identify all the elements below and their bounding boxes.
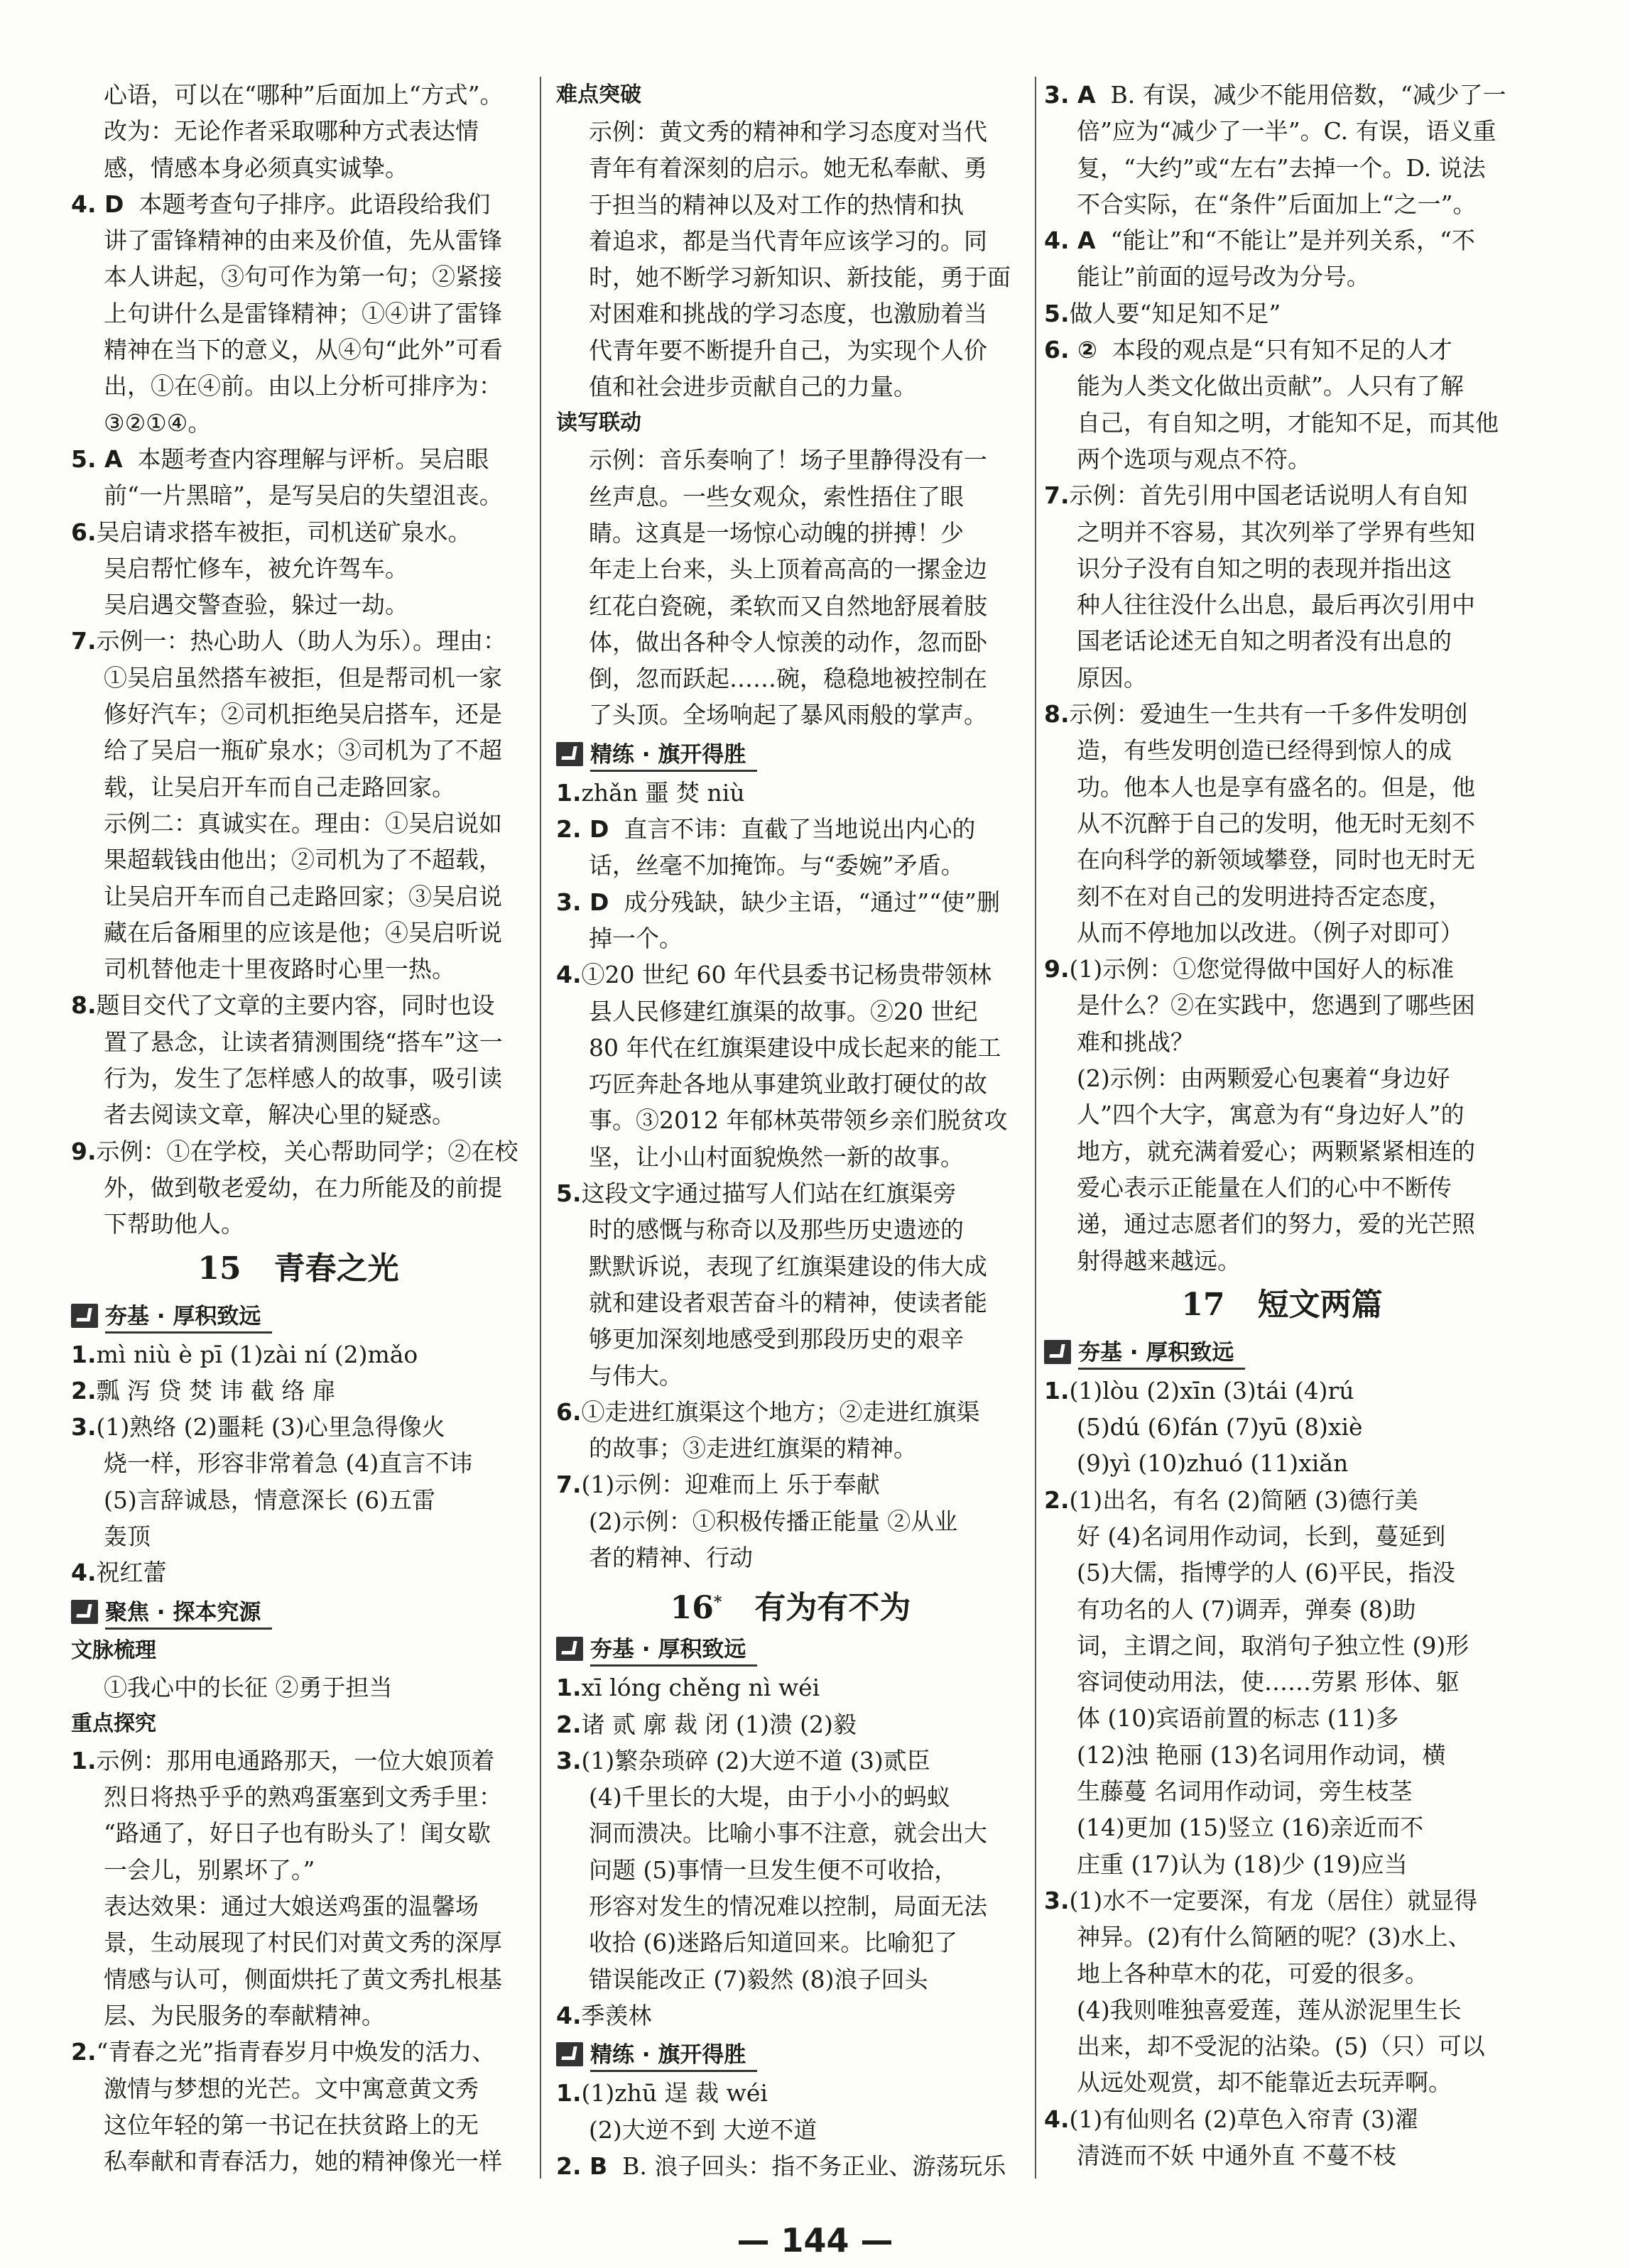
- answer-line: [71, 1409, 526, 1445]
- text-line: 改为：无论作者采取哪种方式表达情: [104, 117, 479, 146]
- text-line: 两个选项与观点不符。: [1077, 445, 1311, 473]
- text-line: 一会儿，别累坏了。”: [104, 1855, 315, 1884]
- question-number: 4.: [556, 2001, 582, 2029]
- answer-line: [1044, 1882, 1520, 1919]
- text-line: 时，她不断学习新知识、新技能，勇于面: [589, 263, 1011, 292]
- answer-line: [556, 1743, 1025, 1779]
- answer-line: [71, 623, 526, 659]
- answer-text: “能让”和“不能让”是并列关系，“不: [1110, 227, 1475, 255]
- answer-line: [1044, 222, 1520, 258]
- text-line: 置了悬念，让读者猜测围绕“搭车”这一: [104, 1027, 503, 1056]
- text-line: 红花白瓷碗，柔软而又自然地舒展着肢: [589, 591, 987, 620]
- question-number: 2.: [556, 1710, 582, 1738]
- text-line: 吴启帮忙修车，被允许驾车。: [104, 554, 408, 582]
- text-line: 事。③2012 年郁林英带领乡亲们脱贫攻: [589, 1106, 1008, 1135]
- answer-text: 这段文字通过描写人们站在红旗渠旁: [581, 1179, 957, 1208]
- lesson-title-16: [556, 1576, 1025, 1628]
- answer-line: [556, 956, 1025, 993]
- question-number: 3. A: [1044, 81, 1096, 109]
- text-line: 感，情感本身必须真实诚挚。: [104, 153, 408, 182]
- section-label: 聚焦 · 探本究源: [105, 1594, 272, 1630]
- answer-text: 本题考查内容理解与评析。吴启眼: [137, 445, 489, 473]
- page-number: — 144 —: [737, 2221, 893, 2259]
- text-line: 原因。: [1077, 663, 1147, 692]
- question-number: 4. A: [1044, 227, 1096, 255]
- column-right: [1044, 77, 1520, 2179]
- answer-text: (1)出名，有名 (2)简陋 (3)德行美: [1069, 1485, 1418, 1514]
- question-number: 3.: [1044, 1886, 1070, 1914]
- text-line: 好 (4)名词用作动词，长到，蔓延到: [1077, 1522, 1446, 1550]
- answer-text: xī lóng chěng nì wéi: [581, 1674, 820, 1702]
- text-line: (5)大儒，指博学的人 (6)平民，指没: [1077, 1559, 1455, 1587]
- text-line: 时的感慨与称奇以及那些历史遗迹的: [589, 1216, 964, 1244]
- question-number: 7.: [1044, 481, 1070, 510]
- text-line: 对困难和挑战的学习态度，也激励着当: [589, 300, 987, 328]
- text-line: 轰顶: [104, 1522, 151, 1550]
- text-line: 层、为民服务的奉献精神。: [104, 2001, 385, 2029]
- text-line: “路通了，好日子也有盼头了！闺女歇: [104, 1819, 491, 1848]
- text-line: 自己，有自知之明，才能知不足，而其他: [1077, 408, 1499, 437]
- text-line: (12)浊 艳丽 (13)名词用作动词，横: [1077, 1740, 1446, 1769]
- question-number: 3.: [71, 1413, 97, 1441]
- text-line: 倍”应为“减少了一半”。C. 有误，语义重: [1077, 117, 1496, 146]
- text-line: 藏在后备厢里的应该是他；④吴启听说: [104, 918, 502, 947]
- question-number: 1.: [556, 1674, 582, 1702]
- answer-line: [71, 186, 526, 222]
- text-line: (2)示例：由两颗爱心包裹着“身边好: [1077, 1064, 1450, 1093]
- text-line: 形容对发生的情况难以控制，局面无法: [589, 1892, 987, 1921]
- lesson-number-value: 16: [670, 1589, 714, 1626]
- text-line: 让吴启开车而自己走路回家；③吴启说: [104, 882, 502, 910]
- answer-text: 季羡林: [581, 2001, 652, 2029]
- answer-line: [556, 811, 1025, 847]
- text-line: (9)yì (10)zhuó (11)xiǎn: [1077, 1449, 1349, 1478]
- check-arrow-icon: [71, 1600, 98, 1624]
- answer-line: [1044, 1482, 1520, 1518]
- answer-line: [556, 775, 1025, 811]
- text-line: 容词使动用法，使……劳累 形体、躯: [1077, 1668, 1460, 1696]
- question-number: 1.: [556, 778, 582, 807]
- lesson-number: [670, 1590, 722, 1626]
- text-line: 够更加深刻地感受到那段历史的艰辛: [589, 1325, 964, 1353]
- text-line: 心语，可以在“哪种”后面加上“方式”。: [104, 81, 504, 109]
- question-number: 4.: [71, 1559, 97, 1587]
- answer-line: [1044, 696, 1520, 732]
- lesson-name: 有为有不为: [754, 1589, 911, 1626]
- question-number: 4. D: [71, 190, 124, 218]
- text-line: 精神在当下的意义，从④句“此外”可看: [104, 336, 503, 364]
- answer-text: 瓢 泻 贷 焚 讳 截 络 扉: [96, 1376, 336, 1405]
- text-line: 神异。(2)有什么简陋的呢？(3)水上、: [1077, 1923, 1472, 1951]
- text-line: 代青年要不断提升自己，为实现个人价: [589, 336, 987, 364]
- text-line: 烈日将热乎乎的熟鸡蛋塞到文秀手里：: [104, 1783, 502, 1811]
- text-line: ①吴启虽然搭车被拒，但是帮司机一家: [104, 663, 502, 692]
- answer-text: (1)有仙则名 (2)草色入帘青 (3)濯: [1069, 2105, 1418, 2133]
- text-line: 给了吴启一瓶矿泉水；③司机为了不超: [104, 736, 502, 765]
- answer-text: (1)繁杂琐碎 (2)大逆不道 (3)贰臣: [581, 1746, 930, 1774]
- text-line: 掉一个。: [589, 924, 683, 952]
- text-line: 讲了雷锋精神的由来及价值，先从雷锋: [104, 227, 502, 255]
- section-label: 夯基 · 厚积致远: [105, 1298, 272, 1334]
- question-number: 8.: [1044, 700, 1070, 729]
- lesson-name: 短文两篇: [1257, 1286, 1383, 1323]
- question-number: 7.: [556, 1471, 582, 1499]
- text-line: 青年有着深刻的启示。她无私奉献、勇: [589, 154, 987, 182]
- text-line: 默默诉说，表现了红旗渠建设的伟大成: [589, 1252, 987, 1280]
- text-line: 有功名的人 (7)调弄，弹奏 (8)助: [1077, 1595, 1416, 1623]
- question-number: 3. D: [556, 888, 609, 916]
- column-middle: [556, 77, 1025, 2179]
- text-line: 从远处观赏，却不能靠近去玩弄啊。: [1077, 2068, 1452, 2097]
- text-line: 果超载钱由他出；②司机为了不超载，: [104, 846, 502, 874]
- question-number: 6.: [556, 1397, 582, 1426]
- text-line: 本人讲起，③句可作为第一句；②紧接: [104, 263, 502, 291]
- text-line: (2)示例：①积极传播正能量 ②从业: [589, 1507, 958, 1535]
- text-line: 地方，就充满着爱心；两颗紧紧相连的: [1077, 1137, 1475, 1165]
- answer-line: [556, 1997, 1025, 2034]
- question-number: 2. D: [556, 815, 609, 844]
- section-label: 精练 · 旗开得胜: [590, 2037, 757, 2072]
- answer-line: [556, 884, 1025, 920]
- text-line: 刻不在对自己的发明进持否定态度，: [1077, 882, 1452, 910]
- answer-line: [1044, 295, 1520, 332]
- section-header: [1044, 1334, 1520, 1370]
- text-line: 坚，让小山村面貌焕然一新的故事。: [589, 1143, 964, 1171]
- answer-text: 示例：爱迪生一生共有一千多件发明创: [1069, 700, 1468, 729]
- question-number: 2.: [71, 1376, 97, 1405]
- text-line: 难和挑战？: [1077, 1027, 1194, 1056]
- text-line: 种人往往没什么出息，最后再次引用中: [1077, 591, 1475, 619]
- lesson-title-15: [71, 1243, 526, 1295]
- check-arrow-icon: [71, 1304, 98, 1328]
- text-line: 复，“大约”或“左右”去掉一个。D. 说法: [1077, 153, 1486, 182]
- text-line: (14)更加 (15)竖立 (16)亲近而不: [1077, 1814, 1424, 1842]
- text-line: 问题 (5)事情一旦发生便不可收拾，: [589, 1855, 958, 1884]
- answer-line: [71, 1373, 526, 1409]
- lesson-number: 17: [1181, 1286, 1225, 1323]
- text-line: 之明并不容易，其次列举了学界有些知: [1077, 518, 1475, 546]
- answer-line: [556, 1466, 1025, 1503]
- answer-text: 示例一：热心助人（助人为乐）。理由：: [96, 627, 506, 655]
- answer-text: (1)熟络 (2)噩耗 (3)心里急得像火: [96, 1413, 445, 1441]
- text-line: ①我心中的长征 ②勇于担当: [104, 1673, 393, 1701]
- answer-line: [1044, 477, 1520, 513]
- lesson-number: 15: [197, 1250, 241, 1287]
- text-line: 景，生动展现了村民们对黄文秀的深厚: [104, 1929, 502, 1957]
- answer-line: [556, 2148, 1025, 2179]
- text-line: 洞而溃决。比喻小事不注意，就会出大: [589, 1819, 987, 1848]
- section-label: 夯基 · 厚积致远: [590, 1631, 757, 1667]
- answer-text: 直言不讳：直截了当地说出内心的: [624, 815, 976, 844]
- answer-text: (1)示例：①您觉得做中国好人的标准: [1069, 955, 1455, 983]
- text-line: 烧一样，形容非常着急 (4)直言不讳: [104, 1449, 473, 1478]
- question-number: 8.: [71, 991, 97, 1020]
- subsection-title: 读写联动: [556, 410, 641, 436]
- text-line: 司机替他走十里夜路时心里一热。: [104, 955, 455, 983]
- section-header: [71, 1594, 526, 1630]
- answer-text: (1)lòu (2)xīn (3)tái (4)rú: [1069, 1376, 1354, 1405]
- question-number: 1.: [556, 2079, 582, 2108]
- question-number: 6. ②: [1044, 336, 1097, 364]
- text-line: 从不沉醉于自己的发明，他无时无刻不: [1077, 809, 1475, 837]
- answer-line: [71, 1336, 526, 1373]
- question-number: 5.: [1044, 299, 1070, 327]
- answer-text: 做人要“知足知不足”: [1069, 299, 1281, 327]
- text-line: 收拾 (6)迷路后知道回来。比喻犯了: [589, 1929, 958, 1957]
- section-header: [556, 2037, 1025, 2072]
- check-arrow-icon: [1044, 1340, 1071, 1364]
- answer-text: mì niù è pī (1)zài ní (2)mǎo: [96, 1340, 418, 1368]
- text-line: 80 年代在红旗渠建设中成长起来的能工: [589, 1033, 1001, 1062]
- text-line: 者去阅读文章，解决心里的疑惑。: [104, 1101, 455, 1129]
- question-number: 5. A: [71, 445, 123, 473]
- text-line: 地上各种草木的花，可爱的很多。: [1077, 1959, 1428, 1988]
- answer-line: [1044, 1373, 1520, 1409]
- text-line: 年走上台来，头上顶着高高的一摞金边: [589, 555, 987, 584]
- text-line: 爱心表示正能量在人们的心中不断传: [1077, 1173, 1452, 1201]
- question-number: 5.: [556, 1179, 582, 1208]
- optional-star: *: [713, 1593, 722, 1612]
- answer-text: 本题考查句子排序。此语段给我们: [138, 190, 491, 218]
- column-left: [71, 77, 526, 2179]
- answer-text: (1)示例：迎难而上 乐于奉献: [581, 1471, 880, 1499]
- text-line: 示例：黄文秀的精神和学习态度对当代: [589, 118, 987, 146]
- text-line: 表达效果：通过大娘送鸡蛋的温馨场: [104, 1892, 479, 1921]
- answer-line: [556, 1669, 1025, 1706]
- answer-text: (1)水不一定要深，有龙（居住）就显得: [1069, 1886, 1478, 1914]
- answer-text: “青春之光”指青春岁月中焕发的活力、: [96, 2038, 496, 2066]
- subsection-title: 文脉梳理: [71, 1637, 156, 1663]
- answer-line: [71, 514, 526, 550]
- answer-line: [71, 987, 526, 1023]
- text-line: 是什么？②在实践中，您遇到了哪些困: [1077, 991, 1475, 1020]
- text-line: 县人民修建红旗渠的故事。②20 世纪: [589, 997, 978, 1025]
- answer-text: 成分残缺，缺少主语，“通过”“使”删: [624, 888, 1000, 916]
- check-arrow-icon: [556, 2042, 583, 2066]
- lesson-title-17: [1044, 1279, 1520, 1331]
- answer-line: [71, 2034, 526, 2070]
- text-line: 射得越来越远。: [1077, 1246, 1241, 1275]
- answer-text: zhǎn 噩 焚 niù: [581, 778, 745, 807]
- answer-line: [1044, 77, 1520, 113]
- answer-line: [556, 1175, 1025, 1211]
- text-line: 值和社会进步贡献自己的力量。: [589, 373, 917, 401]
- answer-line: [556, 1706, 1025, 1743]
- text-line: 着追求，都是当代青年应该学习的。同: [589, 227, 987, 255]
- question-number: 2. B: [556, 2152, 608, 2179]
- answer-line: [556, 2075, 1025, 2111]
- text-line: 人”四个大字，寓意为有“身边好人”的: [1077, 1101, 1465, 1129]
- answer-text: (1)zhū 逞 裁 wéi: [581, 2079, 768, 2108]
- section-label: 精练 · 旗开得胜: [590, 736, 757, 772]
- text-line: ③②①④。: [104, 408, 212, 437]
- question-number: 4.: [556, 961, 582, 989]
- question-number: 9.: [71, 1137, 97, 1165]
- section-label: 夯基 · 厚积致远: [1078, 1334, 1245, 1370]
- answer-text: 祝红蕾: [96, 1559, 167, 1587]
- text-line: 识分子没有自知之明的表现并指出这: [1077, 554, 1452, 582]
- answer-text: 吴启请求搭车被拒，司机送矿泉水。: [96, 518, 472, 546]
- text-line: 丝声息。一些女观众，索性捂住了眼: [589, 482, 964, 511]
- text-line: (4)千里长的大堤，由于小小的蚂蚁: [589, 1783, 950, 1811]
- answer-text: 本段的观点是“只有知不足的人才: [1112, 336, 1452, 364]
- text-line: 下帮助他人。: [104, 1210, 244, 1238]
- text-line: 倒，忽而跃起……碗，稳稳地被控制在: [589, 665, 987, 693]
- subsection-title: 重点探究: [71, 1711, 156, 1736]
- question-number: 3.: [556, 1746, 582, 1774]
- answer-line: [71, 1743, 526, 1779]
- text-line: 了头顶。全场响起了暴风雨般的掌声。: [589, 701, 987, 729]
- text-line: 造，有些发明创造已经得到惊人的成: [1077, 736, 1452, 765]
- text-line: 就和建设者艰苦奋斗的精神，使读者能: [589, 1288, 987, 1316]
- text-line: 巧匠奔赴各地从事建筑业敢打硬仗的故: [589, 1070, 987, 1098]
- answer-text: 示例：①在学校，关心帮助同学；②在校: [96, 1137, 518, 1165]
- text-line: 出，①在④前。由以上分析可排序为：: [104, 372, 502, 400]
- text-line: 私奉献和青春活力，她的精神像光一样: [104, 2147, 502, 2176]
- answer-text: ①20 世纪 60 年代县委书记杨贵带领林: [581, 961, 991, 989]
- text-line: 国老话论述无自知之明者没有出息的: [1077, 627, 1452, 655]
- text-line: (4)我则唯独喜爱莲，莲从淤泥里生长: [1077, 1995, 1462, 2024]
- question-number: 4.: [1044, 2105, 1070, 2133]
- text-line: [1044, 2174, 1520, 2179]
- text-line: 功。他本人也是享有盛名的。但是，他: [1077, 773, 1475, 801]
- question-number: 2.: [71, 2038, 97, 2066]
- text-line: 上句讲什么是雷锋精神；①④讲了雷锋: [104, 299, 502, 327]
- text-line: 于担当的精神以及对工作的热情和执: [589, 190, 964, 219]
- text-line: 体，做出各种令人惊羡的动作，忽而卧: [589, 628, 987, 656]
- text-line: 示例：音乐奏响了！场子里静得没有一: [589, 446, 987, 474]
- answer-text: B. 有误，减少不能用倍数，“减少了一: [1110, 81, 1506, 109]
- answer-text: 诸 贰 廓 裁 闭 (1)溃 (2)毅: [581, 1710, 857, 1738]
- text-line: 与伟大。: [589, 1361, 683, 1390]
- text-line: 庄重 (17)认为 (18)少 (19)应当: [1077, 1850, 1408, 1878]
- text-line: 载，让吴启开车而自己走路回家。: [104, 773, 455, 801]
- answer-text: 题目交代了文章的主要内容，同时也设: [96, 991, 495, 1020]
- text-line: 错误能改正 (7)毅然 (8)浪子回头: [589, 1965, 928, 1993]
- text-line: (2)大逆不到 大逆不道: [589, 2115, 817, 2144]
- question-number: 1.: [71, 1746, 97, 1774]
- section-header: [556, 736, 1025, 772]
- answer-line: [556, 1394, 1025, 1430]
- text-line: 在向科学的新领域攀登，同时也无时无: [1077, 846, 1475, 874]
- text-line: (5)dú (6)fán (7)yū (8)xiè: [1077, 1413, 1363, 1441]
- answer-line: [1044, 2101, 1520, 2137]
- text-line: 出来，却不受泥的沾染。(5)（只）可以: [1077, 2032, 1485, 2061]
- text-line: 外，做到敬老爱幼，在力所能及的前提: [104, 1173, 502, 1201]
- text-line: 吴启遇交警查验，躲过一劫。: [104, 591, 408, 619]
- answer-text: B. 浪子回头：指不务正业、游荡玩乐: [622, 2152, 1006, 2179]
- answer-line: [71, 1554, 526, 1591]
- text-line: 修好汽车；②司机拒绝吴启搭车，还是: [104, 700, 502, 729]
- question-number: 7.: [71, 627, 97, 655]
- text-line: 行为，发生了怎样感人的故事，吸引读: [104, 1064, 502, 1093]
- text-line: 者的精神、行动: [589, 1543, 753, 1571]
- text-line: 激情与梦想的光芒。文中寓意黄文秀: [104, 2074, 479, 2103]
- text-line: 能让”前面的逗号改为分号。: [1077, 263, 1370, 291]
- answer-line: [1044, 951, 1520, 987]
- text-line: 生藤蔓 名词用作动词，旁生枝茎: [1077, 1777, 1413, 1806]
- answer-line: [71, 1133, 526, 1170]
- text-line: (5)言辞诚恳，情意深长 (6)五雷: [104, 1485, 435, 1514]
- question-number: 9.: [1044, 955, 1070, 983]
- text-line: 能为人类文化做出贡献”。人只有了解: [1077, 372, 1464, 400]
- column-divider-right: [1035, 77, 1036, 2179]
- text-line: 前“一片黑暗”，是写吴启的失望沮丧。: [104, 481, 503, 510]
- column-divider-left: [540, 77, 541, 2179]
- text-line: 的故事；③走进红旗渠的精神。: [589, 1434, 917, 1463]
- text-line: 清涟而不妖 中通外直 不蔓不枝: [1077, 2142, 1396, 2170]
- question-number: 2.: [1044, 1485, 1070, 1514]
- text-line: 情感与认可，侧面烘托了黄文秀扎根基: [104, 1965, 502, 1993]
- section-header: [71, 1298, 526, 1334]
- text-line: 话，丝毫不加掩饰。与“委婉”矛盾。: [589, 851, 965, 880]
- text-line: 这位年轻的第一书记在扶贫路上的无: [104, 2110, 479, 2139]
- section-header: [556, 1631, 1025, 1667]
- answer-text: 示例：那用电通路那天，一位大娘顶着: [96, 1746, 495, 1774]
- check-arrow-icon: [556, 1637, 583, 1661]
- text-line: 递，通过志愿者们的努力，爱的光芒照: [1077, 1210, 1475, 1238]
- question-number: 6.: [71, 518, 97, 546]
- answer-text: ①走进红旗渠这个地方；②走进红旗渠: [581, 1397, 980, 1426]
- answer-line: [71, 441, 526, 477]
- text-line: 体 (10)宾语前置的标志 (11)多: [1077, 1704, 1399, 1733]
- question-number: 1.: [1044, 1376, 1070, 1405]
- answer-text: 示例：首先引用中国老话说明人有自知: [1069, 481, 1468, 510]
- text-line: 不合实际，在“条件”后面加上“之一”。: [1077, 190, 1477, 218]
- text-line: 从而不停地加以改进。（例子对即可）: [1077, 918, 1464, 947]
- text-line: 词，主谓之间，取消句子独立性 (9)形: [1077, 1631, 1469, 1659]
- subsection-title: 难点突破: [556, 82, 641, 107]
- text-line: 睛。这真是一场惊心动魄的拼搏！少: [589, 518, 964, 547]
- question-number: 1.: [71, 1340, 97, 1368]
- text-line: 示例二：真诚实在。理由：①吴启说如: [104, 809, 502, 837]
- check-arrow-icon: [556, 742, 583, 766]
- lesson-name: 青春之光: [273, 1250, 399, 1287]
- answer-line: [1044, 332, 1520, 368]
